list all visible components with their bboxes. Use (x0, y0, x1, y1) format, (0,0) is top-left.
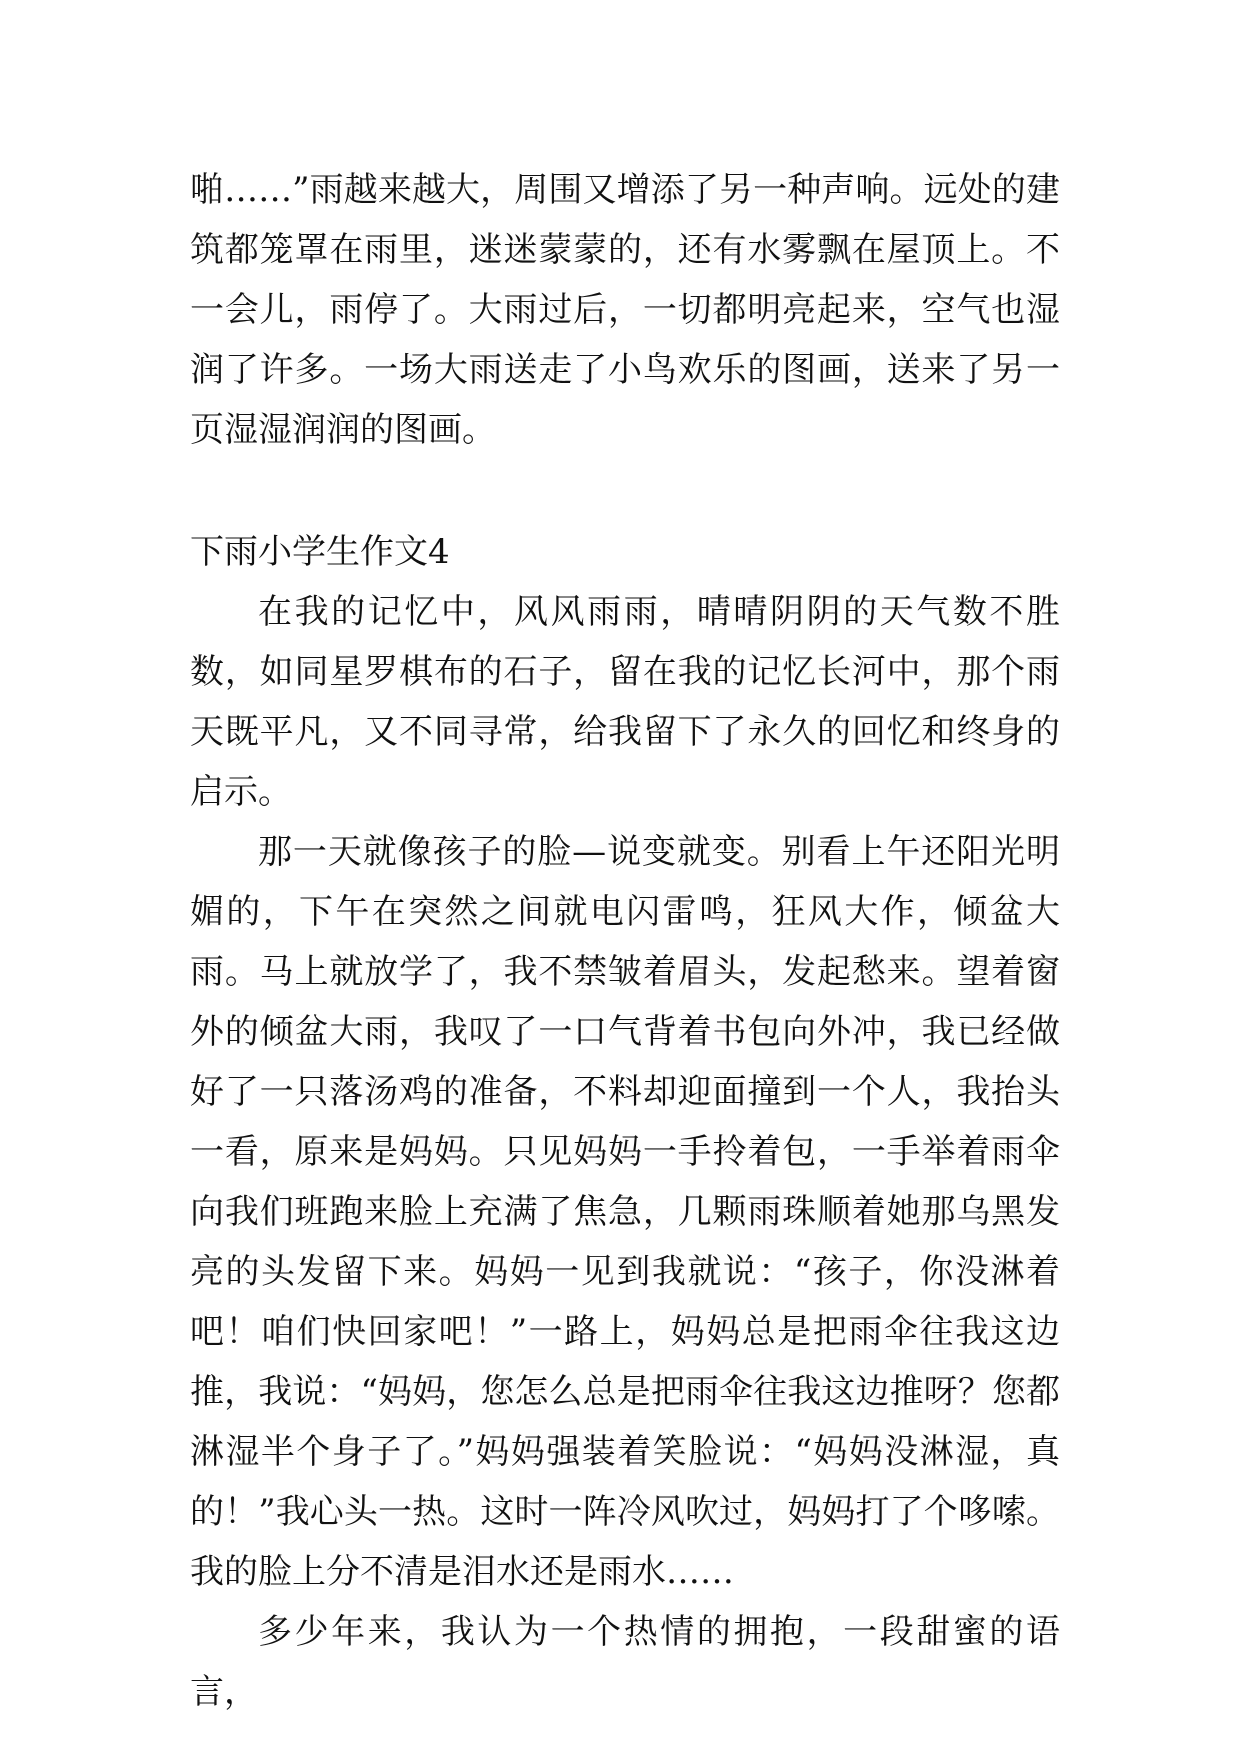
paragraph-1: 在我的记忆中，风风雨雨，晴晴阴阴的天气数不胜数，如同星罗棋布的石子，留在我的记忆长河中，那个雨天既平凡，又不同寻常，给我留下了永久的回忆和终身的启示。 (190, 592, 1060, 812)
continued-paragraph: 啪……”雨越来越大，周围又增添了另一种声响。远处的建筑都笼罩在雨里，迷迷蒙蒙的，还有水雾飘在屋顶上。不一会儿，雨停了。大雨过后，一切都明亮起来，空气也湿润了许多。一场大雨送走了小鸟欢乐的图画，送来了另一页湿湿润润的图画。 (190, 170, 1060, 450)
paragraph-3: 多少年来，我认为一个热情的拥抱，一段甜蜜的语言， (190, 1612, 1060, 1712)
section-title: 下雨小学生作文4 (190, 532, 450, 572)
section-spacer (190, 460, 1060, 522)
paragraph-2: 那一天就像孩子的脸—说变就变。别看上午还阳光明媚的，下午在突然之间就电闪雷鸣，狂风大作，倾盆大雨。马上就放学了，我不禁皱着眉头，发起愁来。望着窗外的倾盆大雨，我叹了一口气背着书包向外冲，我已经做好了一只落汤鸡的准备，不料却迎面撞到一个人，我抬头一看，原来是妈妈。只见妈妈一手拎着包，一手举着雨伞向我们班跑来脸上充满了焦急，几颗雨珠顺着她那乌黑发亮的头发留下来。妈妈一见到我就说：“孩子，你没淋着吧！咱们快回家吧！”一路上，妈妈总是把雨伞往我这边推，我说：“妈妈，您怎么总是把雨伞往我这边推呀？您都淋湿半个身子了。”妈妈强装着笑脸说：“妈妈没淋湿，真的！”我心头一热。这时一阵冷风吹过，妈妈打了个哆嗦。我的脸上分不清是泪水还是雨水…… (190, 832, 1060, 1592)
document-body (190, 160, 1060, 1722)
